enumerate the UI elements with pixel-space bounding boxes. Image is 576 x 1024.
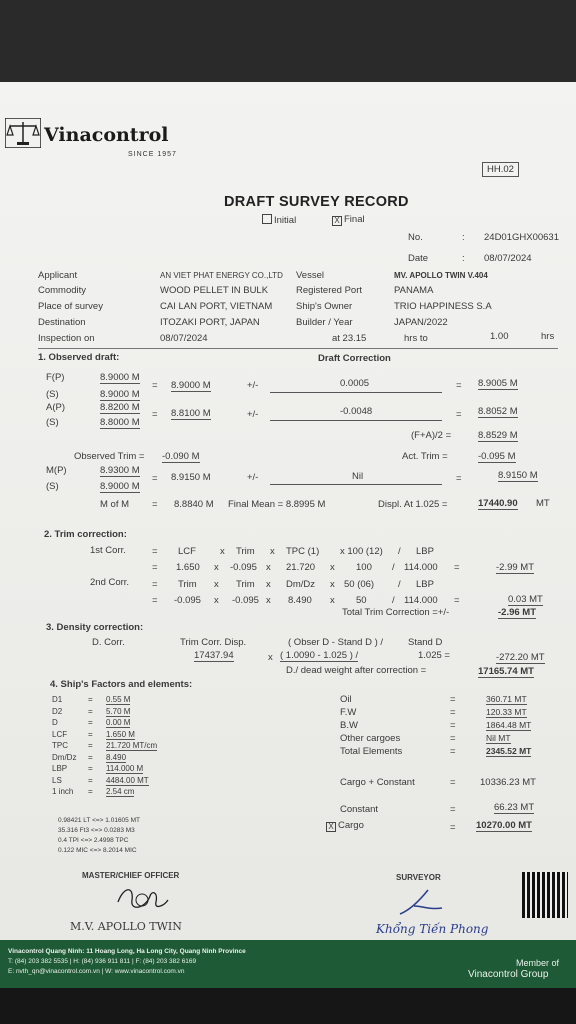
v2-cell: x [330,595,335,606]
time-at: at 23.15 [332,333,367,344]
factor-key: D2 [52,706,63,716]
equals: = [152,579,158,590]
as-label: (S) [46,417,59,428]
v2-cell: -0.095 [174,595,201,606]
trim-correction-heading: 2. Trim correction: [44,529,127,540]
equals: = [152,595,158,606]
factor-key: Dm/Dz [52,752,77,762]
colon: : [462,253,465,264]
underline [270,392,442,393]
second-corr-result: 0.03 MT [508,594,543,605]
equals: = [450,777,456,788]
v2-cell: / [392,595,395,606]
destination-label: Destination [38,317,86,328]
equals: = [456,380,462,391]
conversion-line: 0.4 TPI <=> 2.4998 TPC [58,837,129,844]
date-label: Date [408,253,429,264]
v1-cell: 1.650 [176,562,200,573]
v1-cell: / [392,562,395,573]
underline [270,420,442,421]
fs-label: (S) [46,389,59,400]
after-correction-value: 17165.74 MT [478,666,534,677]
equals: = [152,499,158,510]
factor-value: 114.000 M [106,764,144,773]
v1-cell: = [454,562,460,573]
member-group: Vinacontrol Group [468,969,549,980]
density-heading: 3. Density correction: [46,622,144,633]
applicant-value: AN VIET PHAT ENERGY CO.,LTD [160,271,283,280]
member-of: Member of [516,958,560,968]
trim-corr-disp-label: Trim Corr. Disp. [180,637,247,648]
h2-cell: Trim [236,579,255,590]
h1-cell: LCF [178,546,196,557]
no-label: No. [408,232,423,243]
aft-correction: -0.0048 [340,406,373,417]
fp-value: 8.9000 M [100,372,140,383]
inspection-value: 08/07/2024 [160,333,208,344]
element-value: 360.71 MT [486,694,527,704]
equals: = [456,473,462,484]
element-key: Total Elements [340,746,403,757]
density-result: -272.20 MT [496,652,545,663]
cargo-constant-value: 10336.23 MT [480,777,536,788]
equals: = [456,409,462,420]
h1-cell: x [270,546,275,557]
after-correction-label: D./ dead weight after correction = [286,665,427,676]
commodity-label: Commodity [38,285,87,296]
place-value: CAI LAN PORT, VIETNAM [160,301,273,312]
since-text: SINCE 1957 [128,151,177,158]
place-label: Place of survey [38,301,103,312]
footer-address: Vinacontrol Quang Ninh: 11 Hoang Long, Ha Long City, Quang Ninh Province [8,948,246,955]
divider [38,348,558,349]
forward-result: 8.9005 M [478,378,518,389]
displ-unit: MT [536,498,550,509]
signature-scribble-icon [112,882,172,916]
equals: = [88,741,93,750]
hrs-to: hrs to [404,333,428,344]
mofm-label: M of M [100,499,130,510]
cargo-option [326,820,364,832]
master-name: M.V. APOLLO TWIN [70,920,182,933]
fa-value: 8.8529 M [478,430,518,441]
equals: = [88,787,93,796]
cargo-value: 10270.00 MT [476,820,532,831]
builder-value: JAPAN/2022 [394,317,448,328]
fa-label: (F+A)/2 = [411,430,452,441]
factor-key: TPC [52,741,68,750]
constant-value: 66.23 MT [494,802,535,813]
bottom-shadow [0,988,576,1024]
stand-d-label: Stand D [408,637,443,648]
cargo-label: Cargo [338,820,364,831]
footer-phone: T: (84) 203 382 5535 | H: (84) 936 911 811 | F: (84) 203 382 6169 [8,958,197,965]
v1-cell: -0.095 [230,562,257,573]
mid-correction: Nil [352,471,364,482]
v2-cell: -0.095 [232,595,259,606]
page-title: DRAFT SURVEY RECORD [224,194,409,210]
v2-cell: 8.490 [288,595,312,606]
factor-key: LBP [52,764,68,773]
factor-value: 0.55 M [106,695,131,704]
vessel-value: MV. APOLLO TWIN V.404 [394,271,488,280]
factor-key: LS [52,775,62,785]
logo [5,118,41,153]
vessel-label: Vessel [296,270,324,281]
element-value: 120.33 MT [486,707,527,717]
factor-key: LCF [52,729,68,739]
scales-logo-icon [5,118,41,148]
aft-result: 8.8052 M [478,406,518,417]
equals: = [450,694,456,705]
equals: = [88,775,93,785]
factor-value: 21.720 MT/cm [106,741,158,750]
factor-value: 4484.00 MT [106,775,149,785]
h2-cell: x [330,579,335,590]
obser-stand-label: ( Obser D - Stand D ) / [288,637,384,648]
equals: = [88,752,93,762]
applicant-label: Applicant [38,270,78,281]
conversion-line: 0.98421 LT <=> 1.01605 MT [58,817,140,824]
element-key: B.W [340,720,358,731]
ap-value: 8.8200 M [100,402,140,413]
footer [0,940,576,988]
surveyor-name: Khổng Tiến Phong [376,922,489,936]
final-mean: Final Mean = 8.8995 M [228,499,326,510]
fs-value: 8.9000 M [100,389,140,400]
h2-cell: x [214,579,219,590]
port-label: Registered Port [296,285,363,296]
h2-cell: Dm/Dz [286,579,316,590]
ap-label: A(P) [46,402,65,413]
h1-cell: x [220,546,225,557]
observed-trim-label: Observed Trim = [74,451,145,462]
element-value: 1864.48 MT [486,720,532,730]
h2-cell: Trim [178,579,197,590]
as-value: 8.8000 M [100,417,140,428]
forward-mean: 8.9000 M [171,380,211,391]
factor-value: 8.490 [106,752,127,762]
signature-scribble-icon [396,888,446,918]
form-code: HH.02 [482,162,519,177]
ms-label: (S) [46,481,59,492]
h2-cell: / [398,579,401,590]
surveyor-label: SURVEYOR [396,873,441,882]
act-trim-label: Act. Trim = [402,451,448,462]
element-key: Other cargoes [340,733,401,744]
final-label: Final [344,214,365,225]
mp-label: M(P) [46,465,67,476]
surveyor-signature [396,888,446,923]
equals: = [450,804,456,815]
v1-cell: x [214,562,219,573]
initial-checkbox [262,214,272,224]
observed-trim-value: -0.090 M [162,451,200,462]
factors-heading: 4. Ship's Factors and elements: [50,679,193,690]
equals: = [88,729,93,739]
act-trim-value: -0.095 M [478,451,516,462]
total-trim-value: -2.96 MT [498,607,537,618]
v1-cell: 100 [356,562,372,573]
ms-value: 8.9000 M [100,481,140,492]
owner-label: Ship's Owner [296,301,353,312]
displ-value: 17440.90 [478,498,518,509]
hrs-value: 1.00 [490,331,509,342]
initial-option [262,214,296,226]
mid-result: 8.9150 M [498,470,538,481]
h1-cell: x 100 (12) [340,546,383,557]
logo-text: Vinacontrol [44,124,169,146]
conversion-line: 35.316 Ft3 <=> 0.0283 M3 [58,827,135,834]
v2-cell: x [214,595,219,606]
element-value: Nil MT [486,733,511,743]
plus-minus: +/- [247,380,259,391]
equals: = [88,764,93,773]
first-corr-label: 1st Corr. [90,545,126,556]
h2-cell: 50 (06) [344,579,375,590]
h1-cell: / [398,546,401,557]
forward-correction: 0.0005 [340,378,370,389]
element-key: Oil [340,694,352,705]
draft-correction-heading: Draft Correction [318,353,391,364]
final-option [332,214,365,226]
equals: = [450,746,456,757]
master-label: MASTER/CHIEF OFFICER [82,871,180,880]
equals: = [152,409,158,420]
underline [270,484,442,485]
v2-cell: x [266,595,271,606]
colon: : [462,232,465,243]
element-value: 2345.52 MT [486,746,532,756]
cargo-constant-label: Cargo + Constant [340,777,415,788]
initial-label: Initial [274,215,297,226]
final-checkbox: X [332,216,342,226]
cargo-checkbox: X [326,822,336,832]
qr-code-icon [522,872,568,918]
equals: = [450,720,456,731]
equals: = [450,733,456,744]
destination-value: ITOZAKI PORT, JAPAN [160,317,260,328]
footer-web: E: nvth_qn@vinacontrol.com.vn | W: www.vinacontrol.com.vn [8,968,185,975]
no-value: 24D01GHX00631 [484,232,559,243]
equals: = [88,718,93,727]
equals: = [152,546,158,557]
equals: = [88,706,93,716]
conversion-line: 0.122 MIC <=> 8.2014 MIC [58,847,137,854]
inspection-label: Inspection on [38,333,95,344]
plus-minus: +/- [247,409,259,420]
second-corr-label: 2nd Corr. [90,577,130,588]
disp-value: 17437.94 [194,650,234,661]
fp-label: F(P) [46,372,65,383]
element-key: F.W [340,707,357,718]
aft-mean: 8.8100 M [171,408,211,419]
factor-key: D [52,718,58,727]
master-signature [112,882,172,921]
v1-cell: x [266,562,271,573]
displ-label: Displ. At 1.025 = [378,499,448,510]
constant-label: Constant [340,804,379,815]
v2-cell: 114.000 [404,595,438,606]
h1-cell: LBP [416,546,434,557]
hrs-unit: hrs [541,331,555,342]
commodity-value: WOOD PELLET IN BULK [160,285,269,296]
h2-cell: LBP [416,579,434,590]
factor-value: 1.650 M [106,729,135,739]
equals: = [450,822,456,833]
observed-draft-heading: 1. Observed draft: [38,352,120,363]
first-corr-result: -2.99 MT [496,562,535,573]
times: x [268,652,273,663]
equals: = [152,562,158,573]
v2-cell: = [454,595,460,606]
h1-cell: Trim [236,546,255,557]
equals: = [152,380,158,391]
v1-cell: 21.720 [286,562,316,573]
v1-cell: x [330,562,335,573]
factor-key: D1 [52,695,63,704]
v1-cell: 114.000 [404,562,438,573]
factor-value: 5.70 M [106,706,131,716]
factor-value: 2.54 cm [106,787,135,796]
equals: = [152,473,158,484]
dcorr-label: D. Corr. [92,637,125,648]
factor-key: 1 inch [52,787,74,796]
port-value: PANAMA [394,285,434,296]
mp-value: 8.9300 M [100,465,140,476]
h1-cell: TPC (1) [286,546,320,557]
equals: = [88,695,93,704]
equals: = [450,707,456,718]
h2-cell: x [266,579,271,590]
density-values: ( 1.0090 - 1.025 ) / [280,650,359,661]
mofm-value: 8.8840 M [174,499,214,510]
v2-cell: 50 [356,595,367,606]
builder-label: Builder / Year [296,317,353,328]
owner-value: TRIO HAPPINESS S.A [394,301,492,312]
plus-minus: +/- [247,472,259,483]
total-trim-label: Total Trim Correction =+/- [342,607,450,618]
stand-value: 1.025 = [418,650,450,661]
mid-mean: 8.9150 M [171,472,211,483]
date-value: 08/07/2024 [484,253,532,264]
factor-value: 0.00 M [106,718,131,727]
